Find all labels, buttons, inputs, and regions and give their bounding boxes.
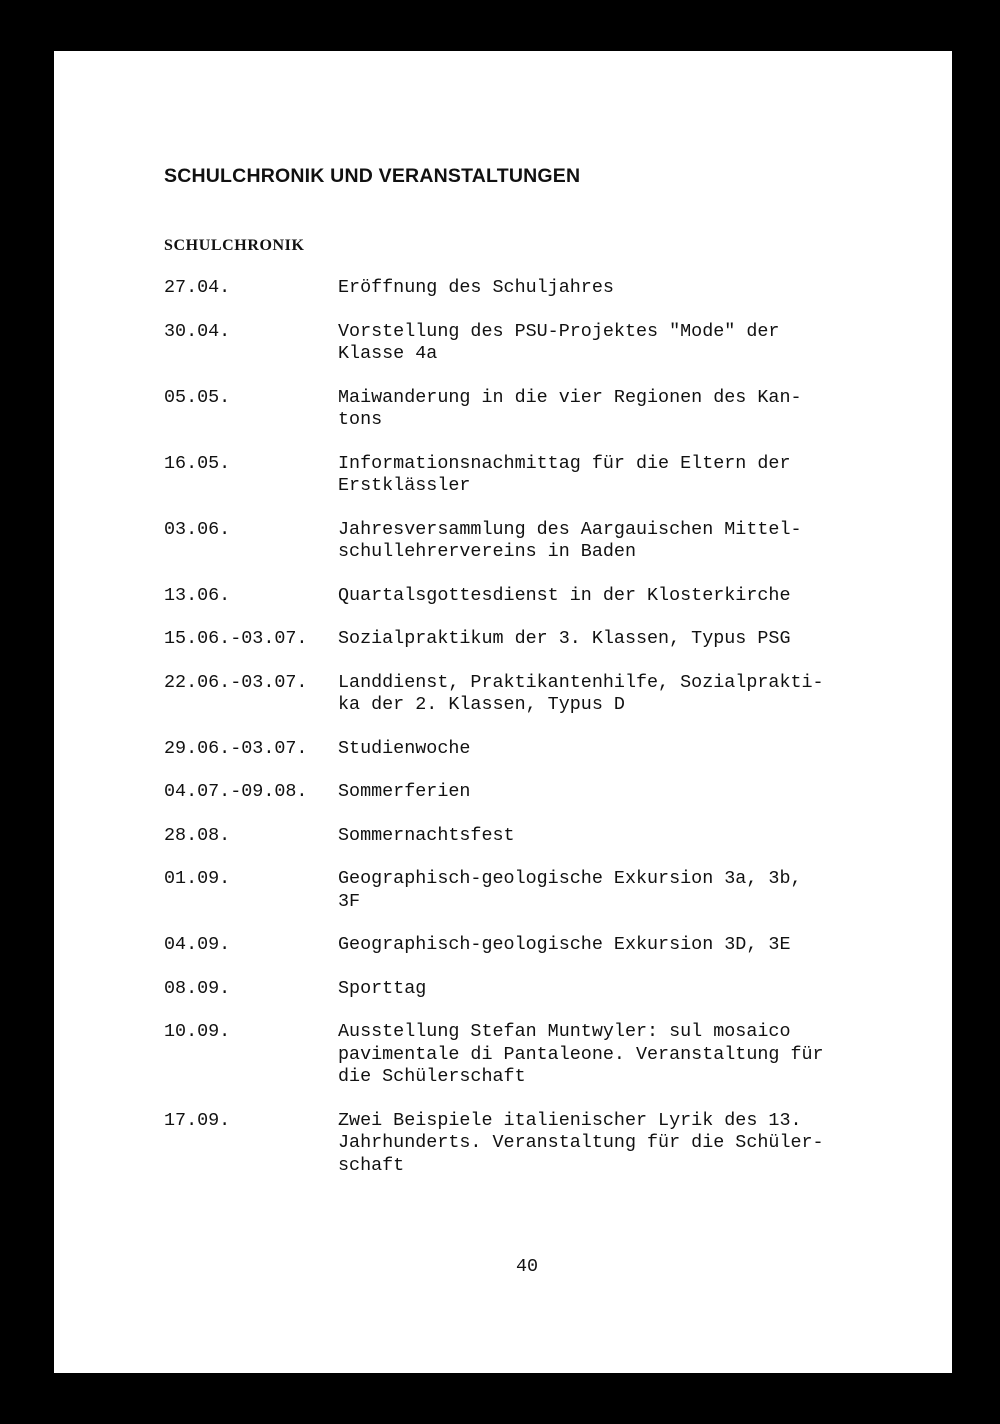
entry-description: Sporttag [338,977,427,999]
entry-date: 01.09. [164,868,231,889]
chronicle-entry [164,825,890,848]
chronicle-entry [164,672,890,717]
entry-date: 08.09. [164,977,231,999]
chronicle-entry [164,519,890,564]
entry-description: Sommernachtsfest [338,824,515,846]
entry-description: Sommerferien [338,781,471,802]
chronicle-entry [164,1021,890,1089]
entry-description: Quartalsgottesdienst in der Klosterkirche [338,584,791,606]
entry-date: 03.06. [164,518,231,540]
entry-description: Studienwoche [338,737,471,759]
chronicle-entry [164,585,890,608]
chronicle-entry [164,781,890,804]
entry-date: 16.05. [164,452,231,474]
chronicle-entry [164,868,890,913]
document-page [54,51,952,1373]
chronicle-entry [164,277,890,300]
chronicle-entry [164,628,890,651]
chronicle-list [164,277,890,1198]
entry-date: 04.09. [164,934,231,955]
page-title: SCHULCHRONIK UND VERANSTALTUNGEN [164,165,581,187]
entry-description: Maiwanderung in die vier Regionen des Kan- tons [338,386,802,430]
entry-date: 17.09. [164,1109,231,1131]
entry-description: Geographisch-geologische Exkursion 3D, 3E [338,934,791,955]
entry-description: Zwei Beispiele italienischer Lyrik des 13. Jahrhunderts. Veranstaltung für die Schüler- schaft [338,1109,824,1176]
chronicle-entry [164,1110,890,1178]
chronicle-entry [164,321,890,366]
chronicle-entry [164,738,890,761]
chronicle-entry [164,453,890,498]
entry-description: Informationsnachmittag für die Eltern der Erstklässler [338,452,791,496]
chronicle-entry [164,387,890,432]
entry-date: 05.05. [164,386,231,408]
entry-description: Ausstellung Stefan Muntwyler: sul mosaico pavimentale di Pantaleone. Veranstaltung für die Schülerschaft [338,1021,824,1087]
chronicle-entry [164,978,890,1001]
entry-date: 29.06.-03.07. [164,737,308,759]
entry-date: 04.07.-09.08. [164,781,308,802]
entry-date: 30.04. [164,320,231,342]
entry-date: 22.06.-03.07. [164,671,308,693]
entry-description: Landdienst, Praktikantenhilfe, Sozialprakti- ka der 2. Klassen, Typus D [338,671,824,715]
section-title: SCHULCHRONIK [164,237,305,254]
entry-date: 28.08. [164,824,231,846]
entry-description: Vorstellung des PSU-Projektes "Mode" der Klasse 4a [338,320,780,364]
chronicle-entry [164,934,890,957]
entry-description: Sozialpraktikum der 3. Klassen, Typus PSG [338,628,791,649]
entry-date: 10.09. [164,1021,231,1042]
entry-date: 27.04. [164,277,231,298]
page-number: 40 [515,1256,539,1277]
entry-description: Eröffnung des Schuljahres [338,277,614,298]
entry-date: 13.06. [164,584,231,606]
entry-date: 15.06.-03.07. [164,628,308,649]
entry-description: Geographisch-geologische Exkursion 3a, 3b, 3F [338,868,802,912]
entry-description: Jahresversammlung des Aargauischen Mittel- schullehrervereins in Baden [338,518,802,562]
